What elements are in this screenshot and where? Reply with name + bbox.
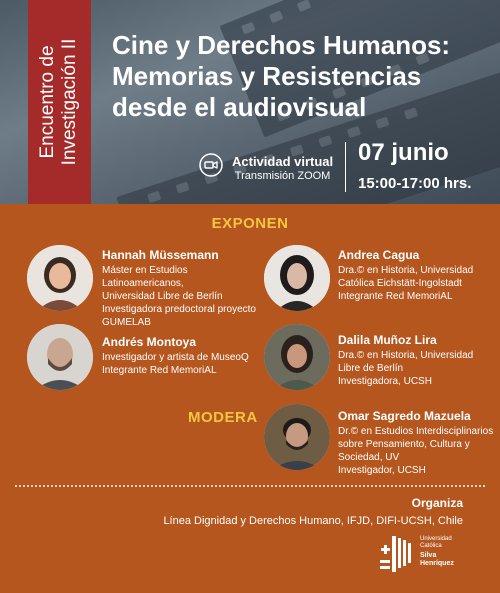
event-date: 07 junio [358,139,449,166]
speaker-info: Dalila Muñoz Lira Dra.© en Historia, Universidad Libre de Berlín Investigadora, UCSH [338,333,498,388]
event-datetime [358,138,471,194]
speaker-name: Hannah Müssemann [102,248,219,262]
speaker-photo [264,324,330,390]
video-camera-icon [199,153,223,177]
divider [345,142,346,192]
transmission-info: Actividad virtual Transmisión ZOOM [232,154,334,182]
speaker-info: Andrea Cagua Dra.© en Historia, Universidad Católica Eichstätt-Ingolstadt Integrante Red MemoriAL [338,248,498,303]
speaker-name: Andrés Montoya [102,335,197,349]
speaker-info: Andrés Montoya Investigador y artista de MuseoQ Integrante Red MemoriAL [102,335,262,377]
university-logo-icon [378,536,418,572]
header-banner [0,0,500,204]
moderator-name: Omar Sagredo Mazuela [338,409,471,423]
dotted-divider [15,485,485,487]
event-title: Cine y Derechos Humanos: Memorias y Resistencias desde el audiovisual [112,30,451,122]
event-ribbon [28,0,91,204]
ribbon-label: Encuentro de Investigación II [37,38,80,166]
university-name: Universidad Católica Silva Henríquez [420,536,454,567]
speaker-name: Dalila Muñoz Lira [338,333,437,347]
section-heading-modera: MODERA [188,409,258,426]
speaker-photo [27,245,93,311]
speaker-info: Hannah Müssemann Máster en Estudios Latinoamericanos, Universidad Libre de Berlín Investigadora predoctoral proyecto GUMELAB [102,248,262,329]
organizer-label: Organiza [411,496,463,510]
moderator-photo [264,404,330,470]
speaker-photo [27,324,93,390]
moderator-info: Omar Sagredo Mazuela Dr.© en Estudios Interdisciplinarios sobre Pensamiento, Cultura y Sociedad, UV Investigador, UCSH [338,409,498,477]
organizer-text: Línea Dignidad y Derechos Humano, IFJD, DIFI-UCSH, Chile [163,515,463,527]
section-heading-exponen: EXPONEN [211,215,289,232]
speaker-name: Andrea Cagua [338,248,420,262]
speaker-photo [264,245,330,311]
organizer-block [163,496,463,528]
event-time: 15:00-17:00 hrs. [358,175,472,192]
